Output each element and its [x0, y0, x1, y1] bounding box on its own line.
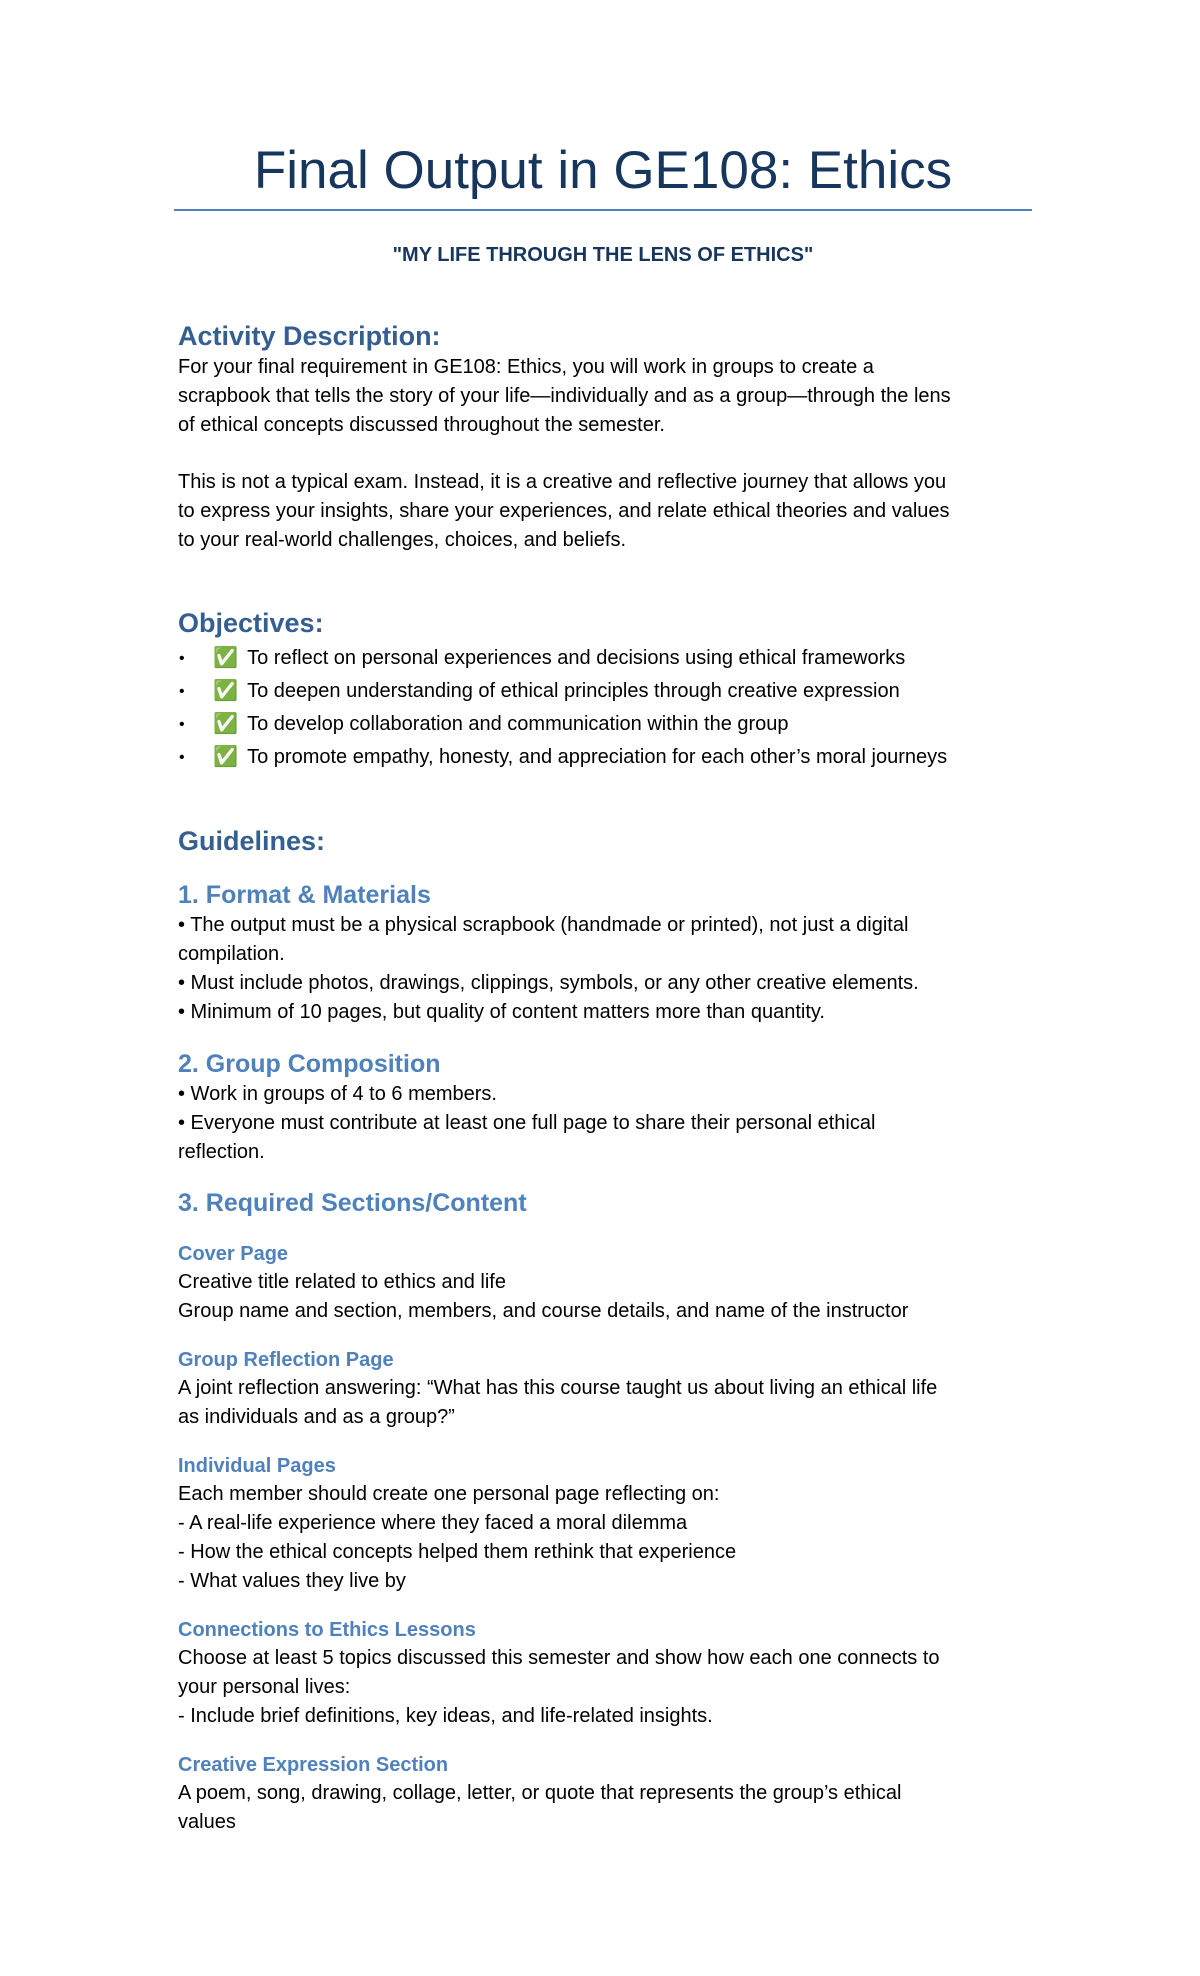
text-line: Each member should create one personal page reflecting on:: [178, 1483, 720, 1505]
document-subtitle: "MY LIFE THROUGH THE LENS OF ETHICS": [392, 244, 814, 266]
text-line: - How the ethical concepts helped them rethink that experience: [178, 1541, 737, 1563]
check-mark-icon: ✅: [213, 746, 238, 768]
text-line: • Everyone must contribute at least one full page to share their personal ethical: [178, 1112, 876, 1134]
guidelines-section: [178, 824, 1038, 858]
text-line: to express your insights, share your experiences, and relate ethical theories and values: [178, 500, 950, 522]
individual-pages-subsection: [178, 1452, 1038, 1596]
list-item: [178, 708, 1038, 741]
objectives-section: [178, 606, 1038, 774]
list-item: [178, 642, 1038, 675]
check-mark-icon: ✅: [213, 680, 238, 702]
cover-page-heading: Cover Page: [178, 1243, 289, 1265]
format-text: [178, 911, 1038, 1027]
connections-heading: Connections to Ethics Lessons: [178, 1619, 476, 1641]
creative-expression-subsection: [178, 1751, 1038, 1837]
bullet-icon: •: [179, 650, 185, 667]
bullet-icon: •: [179, 683, 185, 700]
connections-subsection: [178, 1616, 1038, 1731]
text-line: to your real-world challenges, choices, and beliefs.: [178, 529, 627, 551]
text-line: compilation.: [178, 943, 285, 965]
group-reflection-heading: Group Reflection Page: [178, 1349, 394, 1371]
text-line: values: [178, 1811, 236, 1833]
text-line: - What values they live by: [178, 1570, 406, 1592]
text-line: reflection.: [178, 1141, 265, 1163]
activity-para-1: [178, 353, 1038, 440]
document-title: Final Output in GE108: Ethics: [253, 141, 953, 200]
group-reflection-subsection: [178, 1346, 1038, 1432]
text-line: of ethical concepts discussed throughout the semester.: [178, 414, 665, 436]
creative-expression-heading: Creative Expression Section: [178, 1754, 449, 1776]
group-composition-text: [178, 1080, 1038, 1167]
text-line: scrapbook that tells the story of your life—individually and as a group—through the lens: [178, 385, 951, 407]
text-line: • The output must be a physical scrapbook (handmade or printed), not just a digital: [178, 914, 909, 936]
activity-heading: Activity Description:: [178, 321, 441, 351]
text-line: Creative title related to ethics and life: [178, 1271, 506, 1293]
required-heading: 3. Required Sections/Content: [178, 1189, 527, 1217]
activity-section: [178, 319, 1038, 555]
objective-text: To develop collaboration and communication within the group: [247, 713, 789, 735]
objective-text: To promote empathy, honesty, and appreciation for each other’s moral journeys: [247, 746, 948, 768]
bullet-icon: •: [179, 716, 185, 733]
required-section: [178, 1187, 1038, 1219]
check-mark-icon: ✅: [213, 647, 238, 669]
objectives-list: [178, 642, 1038, 774]
connections-text: [178, 1644, 1038, 1731]
bullet-icon: •: [179, 749, 185, 766]
text-line: This is not a typical exam. Instead, it is a creative and reflective journey that allows you: [178, 471, 947, 493]
text-line: • Minimum of 10 pages, but quality of content matters more than quantity.: [178, 1001, 825, 1023]
format-heading: 1. Format & Materials: [178, 881, 431, 909]
text-line: - Include brief definitions, key ideas, and life-related insights.: [178, 1705, 713, 1727]
individual-pages-heading: Individual Pages: [178, 1455, 336, 1477]
individual-pages-text: [178, 1480, 1038, 1596]
text-line: A joint reflection answering: “What has this course taught us about living an ethical life: [178, 1377, 938, 1399]
cover-page-text: [178, 1268, 1038, 1326]
text-line: your personal lives:: [178, 1676, 351, 1698]
text-line: A poem, song, drawing, collage, letter, or quote that represents the group’s ethical: [178, 1782, 902, 1804]
activity-para-2: [178, 468, 1038, 555]
cover-page-subsection: [178, 1240, 1038, 1326]
text-line: - A real-life experience where they faced a moral dilemma: [178, 1512, 688, 1534]
text-line: • Must include photos, drawings, clippings, symbols, or any other creative elements.: [178, 972, 919, 994]
objectives-heading: Objectives:: [178, 608, 324, 638]
format-section: [178, 879, 1038, 1027]
text-line: Choose at least 5 topics discussed this semester and show how each one connects to: [178, 1647, 940, 1669]
text-line: For your final requirement in GE108: Ethics, you will work in groups to create a: [178, 356, 874, 378]
text-line: Group name and section, members, and course details, and name of the instructor: [178, 1300, 909, 1322]
objective-text: To deepen understanding of ethical principles through creative expression: [247, 680, 900, 702]
text-line: as individuals and as a group?”: [178, 1406, 455, 1428]
creative-expression-text: [178, 1779, 1038, 1837]
list-item: [178, 675, 1038, 708]
group-composition-section: [178, 1048, 1038, 1167]
group-reflection-text: [178, 1374, 1038, 1432]
group-composition-heading: 2. Group Composition: [178, 1050, 441, 1078]
text-line: • Work in groups of 4 to 6 members.: [178, 1083, 497, 1105]
list-item: [178, 741, 1038, 774]
objective-text: To reflect on personal experiences and decisions using ethical frameworks: [247, 647, 906, 669]
guidelines-heading: Guidelines:: [178, 826, 326, 856]
check-mark-icon: ✅: [213, 713, 238, 735]
title-underline: [174, 209, 1032, 211]
